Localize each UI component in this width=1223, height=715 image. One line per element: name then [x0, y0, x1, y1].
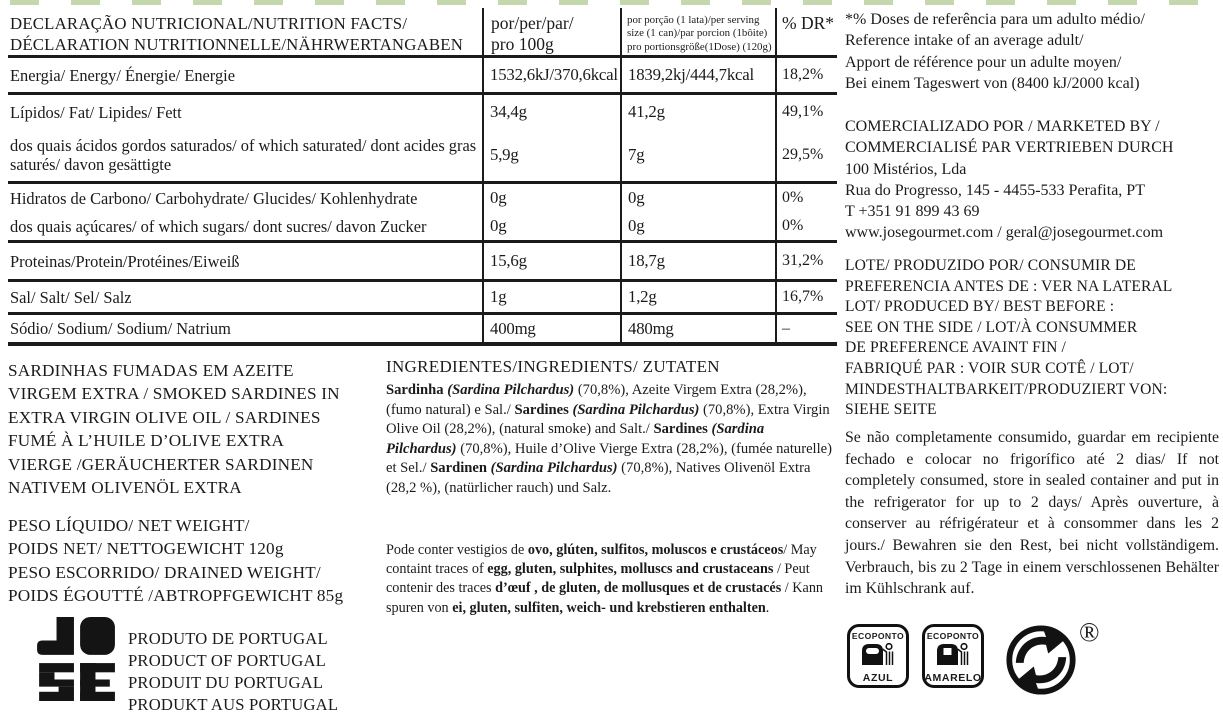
nutrient-value: 400mg — [490, 318, 536, 338]
product-description: SARDINHAS FUMADAS EM AZEITE VIRGEM EXTRA / SMOKED SARDINES IN EXTRA VIRGIN OLIVE OIL / SARDINES FUMÉ À L’HUILE D’OLIVE EXTRA VIERGE /GERÄUCHERTER SARDINEN NATIVEM OLIVENÖL EXTRA — [8, 361, 340, 498]
nutrient-label: Sal/ Salt/ Sel/ Salz — [10, 287, 132, 307]
nutrient-label: Proteinas/Protein/Protéines/Eiweiß — [10, 251, 240, 271]
marketed-by-block: COMERCIALIZADO POR / MARKETED BY / COMMERCIALISÉ PAR VERTRIEBEN DURCH 100 Mistérios, Lda Rua do Progresso, 145 - 4455-533 Perafita, PT T +351 91 899 43 69 www.josegourmet.com / geral@josegourmet.com — [845, 118, 1174, 242]
green-dot-symbol — [1005, 617, 1100, 696]
ecoponto-color-label: AMARELO — [924, 672, 982, 684]
registration-tick — [986, 0, 1015, 5]
ecoponto-azul-badge — [847, 624, 909, 688]
ingredients-text: Sardinha (Sardina Pilchardus) (70,8%), Azeite Virgem Extra (28,2%), (fumo natural) e Sal./ Sardines (Sardina Pilchardus) (70,8%), Extra Virgin Olive Oil (28,2%), (natural smoke) and Salt./ Sardines (Sardina Pilchardus) (70,8%), Huile d’Olive Vierge Extra (28,2%), (fumée naturelle) et Sel./ Sardinen (Sardina Pilchardus) (70,8%), Natives Olivenöl Extra (28,2 %), (natürlicher rauch) und Salz. — [386, 382, 833, 496]
lot-best-before-block: LOTE/ PRODUZIDO POR/ CONSUMIR DE PREFERENCIA ANTES DE : VER NA LATERAL LOT/ PRODUCED BY/ BEST BEFORE : SEE ON THE SIDE / LOT/À CONSUMMER DE PREFERENCE AVAINT FIN / FABRIQUÉ PAR : VOIR SUR COTÊ / LOT/ MINDESTHALTBARKEIT/PRODUZIERT VON: SIEHE SEITE — [845, 257, 1173, 419]
nutrient-label: Energia/ Energy/ Énergie/ Energie — [10, 65, 235, 85]
registration-tick — [193, 0, 222, 5]
allergen-warning: Pode conter vestigios de ovo, glúten, sulfitos, moluscos e crustáceos/ May containt traces of egg, gluten, sulphites, molluscs and crustaceans / Peut contenir des traces d’œuf , de gluten, de mollusques et de crustacés / Kann spuren von ei, gluten, sulfiten, weich- und krebstieren enthalten. — [386, 542, 824, 616]
nutrient-value: 0g — [628, 188, 645, 207]
registration-tick — [315, 0, 344, 5]
nutrient-value: 41,2g — [628, 102, 665, 121]
nutrient-value: 49,1% — [782, 103, 824, 120]
nutrient-value: – — [782, 319, 790, 337]
nutrient-label: dos quais açúcares/ of which sugars/ dont sucres/ davon Zucker — [10, 216, 427, 236]
col-header-dr-percent: % DR* — [775, 8, 837, 55]
nutrient-value: 0g — [490, 216, 507, 235]
nutrient-value: 31,2% — [782, 252, 824, 269]
ecoponto-color-label: AZUL — [862, 672, 894, 684]
registration-tick — [254, 0, 283, 5]
nutrient-value: 480mg — [628, 318, 674, 338]
nutrition-table-body — [8, 58, 837, 346]
nutrition-table-header — [8, 8, 837, 58]
nutrition-section — [8, 243, 837, 282]
ecoponto-label: ECOPONTO — [851, 631, 905, 641]
col-header-per-100g: por/per/par/ pro 100g — [482, 8, 620, 55]
paper-bank-icon — [860, 641, 896, 672]
ingredients-heading: INGREDIENTES/INGREDIENTS/ ZUTATEN — [386, 357, 720, 376]
registration-tick — [925, 0, 954, 5]
nutrient-value: 34,4g — [490, 102, 527, 121]
registration-tick — [437, 0, 466, 5]
nutrition-table — [8, 8, 837, 346]
nutrition-section — [8, 58, 837, 95]
registration-tick — [864, 0, 893, 5]
nutrient-label: dos quais ácidos gordos saturados/ of which saturated/ dont acides gras saturés/ davon gesättigte — [10, 136, 477, 174]
nutrient-value: 29,5% — [782, 146, 824, 163]
nutrition-section — [8, 282, 837, 315]
registration-tick — [376, 0, 405, 5]
nutrient-value: 1532,6kJ/370,6kcal — [490, 65, 618, 84]
registered-trademark-mark: ® — [1079, 617, 1100, 647]
nutrient-value: 18,7g — [628, 251, 665, 270]
nutrient-value: 0% — [782, 189, 804, 206]
nutrition-section — [8, 184, 837, 243]
nutrient-value: 1,2g — [628, 287, 657, 306]
registration-tick — [10, 0, 39, 5]
nutrient-value: 1g — [490, 287, 507, 306]
nutrient-value: 15,6g — [490, 251, 527, 270]
nutrient-label: Lípidos/ Fat/ Lipides/ Fett — [10, 102, 182, 122]
nutrient-value: 0g — [628, 216, 645, 235]
net-drained-weight: PESO LÍQUIDO/ NET WEIGHT/ POIDS NET/ NETTOGEWICHT 120g PESO ESCORRIDO/ DRAINED WEIGHT/ POIDS ÉGOUTTÉ /ABTROPFGEWICHT 85g — [8, 516, 344, 606]
nutrient-value: 5,9g — [490, 145, 519, 164]
nutrition-section — [8, 315, 837, 346]
nutrient-value: 7g — [628, 145, 645, 164]
registration-tick — [620, 0, 649, 5]
registration-tick — [71, 0, 100, 5]
recycling-icons-row — [847, 617, 1100, 696]
ecoponto-amarelo-badge — [922, 624, 984, 688]
nutrient-label: Sódio/ Sodium/ Sodium/ Natrium — [10, 319, 231, 338]
nutrient-value: 1839,2kj/444,7kcal — [628, 65, 754, 84]
registration-tick — [681, 0, 710, 5]
table-title: DECLARAÇÃO NUTRICIONAL/NUTRITION FACTS/ DÉCLARATION NUTRITIONNELLE/NÄHRWERTANGABEN — [10, 14, 464, 54]
registration-tick — [742, 0, 771, 5]
jose-brand-logo — [35, 617, 117, 706]
nutrient-value: 0% — [782, 217, 804, 234]
packaging-bank-icon — [935, 641, 971, 672]
registration-tick — [1169, 0, 1198, 5]
registration-tick — [1047, 0, 1076, 5]
registration-tick — [1108, 0, 1137, 5]
registration-tick — [132, 0, 161, 5]
registration-tick — [559, 0, 588, 5]
nutrient-value: 0g — [490, 188, 507, 207]
nutrient-label: Hidratos de Carbono/ Carbohydrate/ Glucides/ Kohlenhydrate — [10, 188, 418, 208]
nutrition-section — [8, 95, 837, 184]
country-of-origin: PRODUTO DE PORTUGAL PRODUCT OF PORTUGAL PRODUIT DU PORTUGAL PRODUKT AUS PORTUGAL — [128, 629, 339, 714]
registration-tick — [803, 0, 832, 5]
ecoponto-label: ECOPONTO — [926, 631, 980, 641]
registration-tick — [498, 0, 527, 5]
nutrient-value: 18,2% — [782, 66, 824, 83]
green-dot-icon — [1005, 624, 1077, 696]
col-header-per-serving: por porção (1 lata)/per serving size (1 can)/par porcion (1bôite) pro portionsgröße(1Dose) (120g) — [620, 8, 775, 55]
storage-instructions: Se não completamente consumido, guardar em recipiente fechado e colocar no frigorífico até 2 dias/ If not completely consumed, store in sealed container and put in the refrigerator for up to 2 days/ Après ouverture, à conserver au réfrigérateur et à consommer dans les 2 jours./ Bewahren sie den Rest, bei nicht vollständigem. Verbrauch, bis zu 2 Tage in einem verschlossenen Behälter im Kühlschrank auf. — [845, 429, 1219, 598]
nutrient-value: 16,7% — [782, 288, 824, 305]
reference-intake-note: *% Doses de referência para um adulto médio/ Reference intake of an average adult/ Apport de référence pour un adulte moyen/ Bei einem Tageswert von (8400 kJ/2000 kcal) — [845, 11, 1145, 92]
